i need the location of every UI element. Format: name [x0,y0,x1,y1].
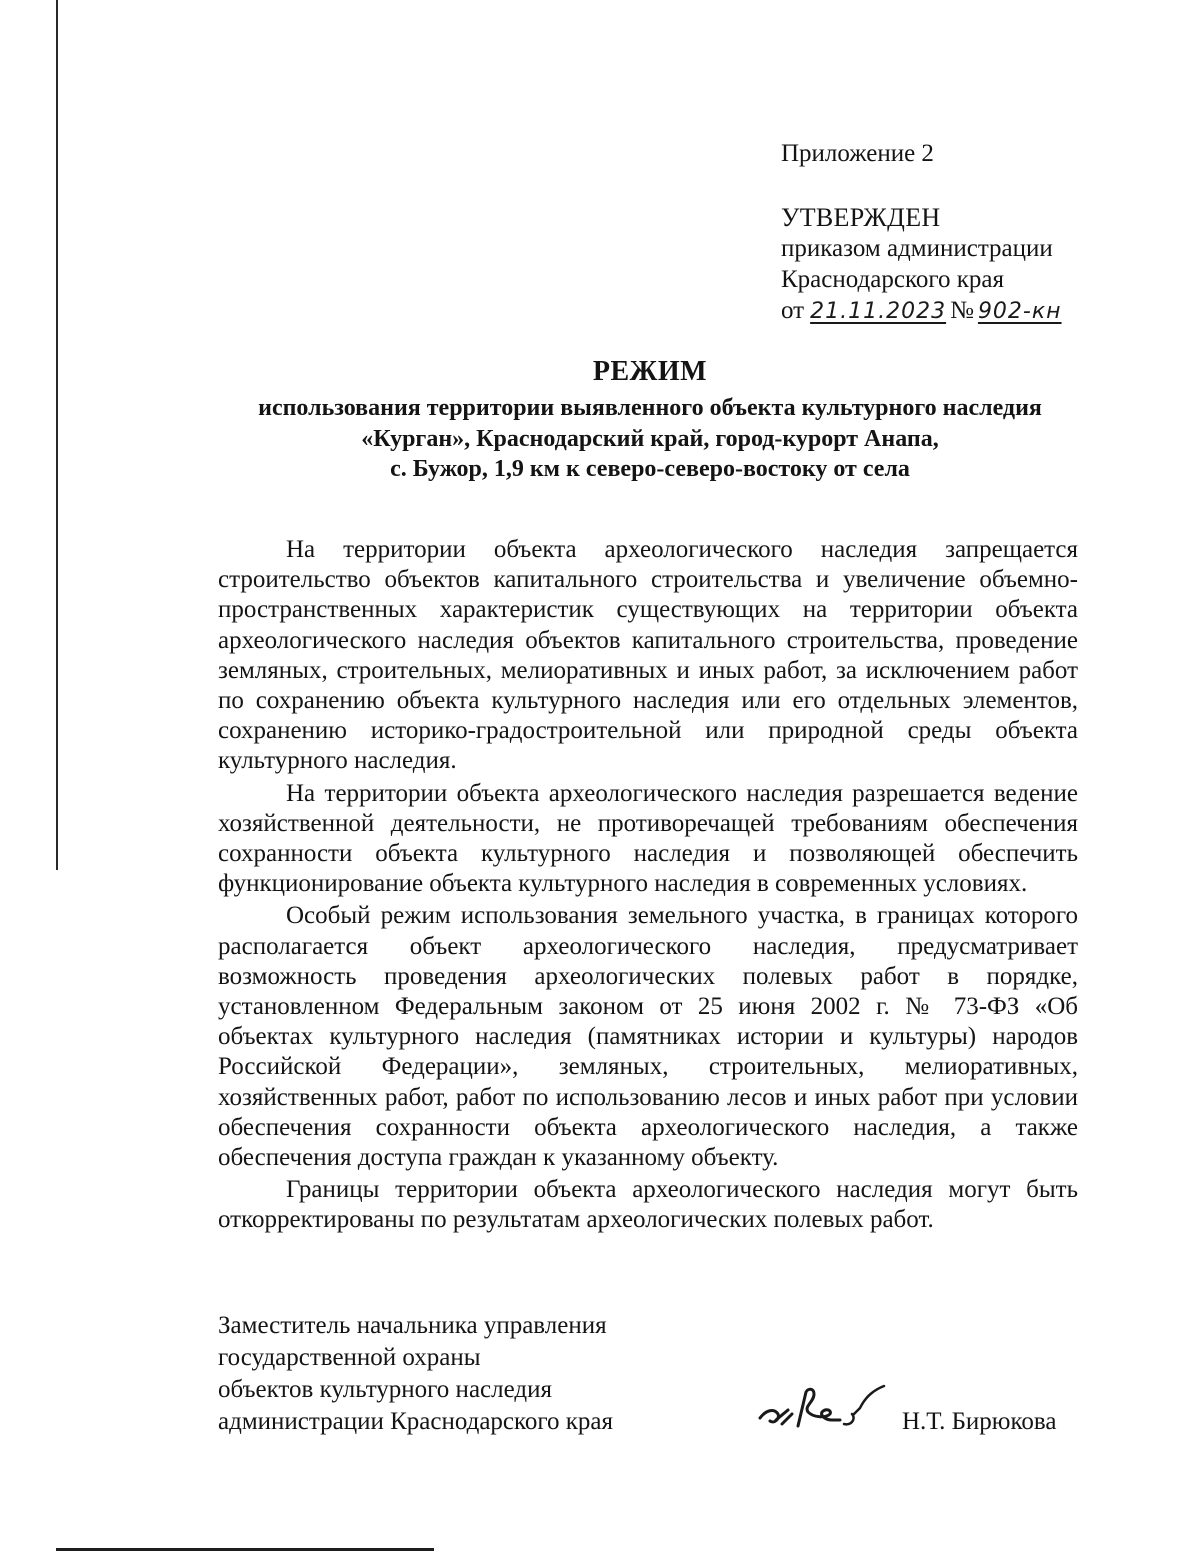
scan-bottom-edge-line [56,1548,434,1551]
title-line-3: с. Бужор, 1,9 км к северо-северо-востоку от села [390,456,910,482]
signer-position-line-3: объектов культурного наследия [218,1376,552,1403]
by-order-line-2: Краснодарского края [781,266,1004,293]
order-date-handwritten: 21.11.2023 [810,299,947,324]
signature-block [218,1310,1078,1440]
date-prefix: от [781,297,805,324]
approved-label: УТВЕРЖДЕН [781,203,941,232]
order-number-handwritten: 902-кн [977,299,1062,324]
title-line-1: использования территории выявленного объекта культурного наследия [258,395,1042,421]
document-title [210,355,1090,485]
title-line-2: «Курган», Краснодарский край, город-курорт Анапа, [361,425,939,452]
title-main: РЕЖИМ [592,356,708,387]
body-paragraph-4: Границы территории объекта археологического наследия могут быть откорректированы по результатам археологических полевых работ. [218,1176,1078,1234]
signer-position-line-4: администрации Краснодарского края [218,1408,614,1435]
document-body [218,535,1078,1236]
signer-name: Н.Т. Бирюкова [902,1408,1057,1435]
body-paragraph-2: На территории объекта археологического наследия разрешается ведение хозяйственной деятельности, не противоречащей требованиям обеспечения сохранности объекта культурного наследия и позволяющей обеспечить функционирование объекта культурного наследия в современных условиях. [218,779,1078,898]
body-paragraph-3: Особый режим использования земельного участка, в границах которого располагается объект археологического наследия, предусматривает возможность проведения археологических полевых работ в порядке, установленном Федеральным законом от 25 июня 2002 г. № 73-ФЗ «Об объектах культурного наследия (памятниках истории и культуры) народов Российской Федерации», земляных, строительных, мелиоративных, хозяйственных работ, работ по использованию лесов и иных работ при условии обеспечения сохранности объекта археологического наследия, а также обеспечения доступа граждан к указанному объекту. [218,902,1078,1172]
signer-position-line-2: государственной охраны [218,1344,481,1371]
approval-stamp-block [781,138,1161,327]
order-date-number-line [781,295,1161,327]
scan-left-edge-line [56,0,58,870]
number-prefix: № [950,297,974,324]
by-order-line-1: приказом администрации [781,235,1053,262]
handwritten-signature [752,1374,887,1436]
body-paragraph-1: На территории объекта археологического наследия запрещается строительство объектов капитального строительства и увеличение объемно-пространственных характеристик существующих на территории объекта археологического наследия объектов капитального строительства, проведение земляных, строительных, мелиоративных и иных работ, за исключением работ по сохранению объекта культурного наследия или его отдельных элементов, сохранению историко-градостроительной или природной среды объекта культурного наследия. [218,536,1078,775]
annex-label: Приложение 2 [781,140,934,167]
signer-position-line-1: Заместитель начальника управления [218,1312,607,1339]
